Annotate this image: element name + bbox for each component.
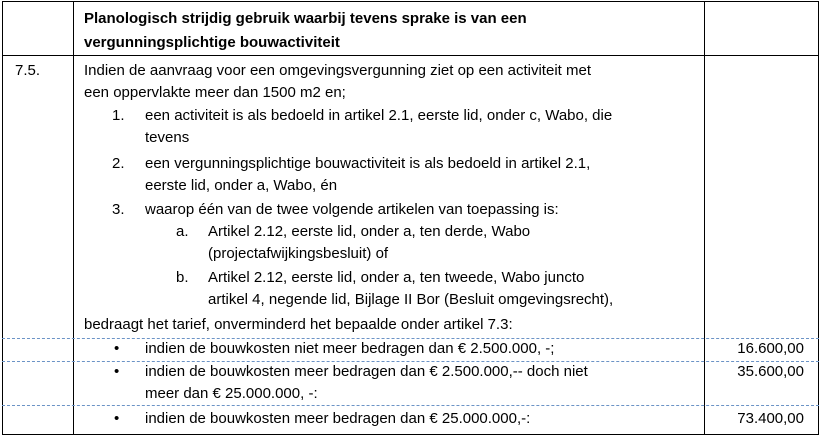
bullet-icon: •: [114, 363, 120, 380]
table-border-right: [818, 1, 819, 435]
list-item-line1: waarop één van de twee volgende artikelen van toepassing is:: [145, 201, 559, 218]
article-closing: bedraagt het tarief, onverminderd het bepaalde onder artikel 7.3:: [84, 316, 513, 333]
sublist-item-line2: (projectafwijkingsbesluit) of: [208, 245, 389, 262]
list-item-line1: een vergunningsplichtige bouwactiviteit is als bedoeld in artikel 2.1,: [145, 155, 591, 172]
table-border-col2: [704, 1, 705, 435]
tariff-amount: 16.600,00: [737, 340, 804, 357]
table-border-header-bottom: [2, 55, 819, 56]
article-intro-line1: Indien de aanvraag voor een omgevingsvergunning ziet op een activiteit met: [84, 62, 591, 79]
list-item-line1: een activiteit is als bedoeld in artikel 2.1, eerste lid, onder c, Wabo, die: [145, 107, 613, 124]
row-divider-3: [2, 405, 819, 406]
table-border-left: [2, 1, 3, 435]
list-item-line2: eerste lid, onder a, Wabo, én: [145, 177, 338, 194]
header-title-line1: Planologisch strijdig gebruik waarbij tevens sprake is van een: [84, 10, 527, 27]
article-number: 7.5.: [15, 62, 41, 79]
header-title-line2: vergunningsplichtige bouwactiviteit: [84, 34, 340, 51]
table-border-top: [2, 1, 819, 2]
article-intro-line2: een oppervlakte meer dan 1500 m2 en;: [84, 84, 346, 101]
list-item-line2: tevens: [145, 129, 190, 146]
tariff-amount: 35.600,00: [737, 363, 804, 380]
table-border-col1: [73, 1, 74, 435]
tariff-description-line2: meer dan € 25.000.000, -:: [145, 385, 318, 402]
table-border-bottom: [2, 434, 819, 435]
tariff-description-line1: indien de bouwkosten meer bedragen dan € 2.500.000,-- doch niet: [145, 363, 588, 380]
list-item-marker: 3.: [112, 201, 125, 218]
sublist-item-line2: artikel 4, negende lid, Bijlage II Bor (Besluit omgevingsrecht),: [208, 291, 614, 308]
tariff-description-line1: indien de bouwkosten niet meer bedragen dan € 2.500.000, -;: [145, 340, 555, 357]
tariff-description-line1: indien de bouwkosten meer bedragen dan € 25.000.000,-:: [145, 410, 531, 427]
bullet-icon: •: [114, 340, 120, 357]
sublist-item-marker: a.: [176, 223, 189, 240]
sublist-item-marker: b.: [176, 269, 189, 286]
sublist-item-line1: Artikel 2.12, eerste lid, onder a, ten derde, Wabo: [208, 223, 531, 240]
sublist-item-line1: Artikel 2.12, eerste lid, onder a, ten tweede, Wabo juncto: [208, 269, 585, 286]
list-item-marker: 1.: [112, 107, 125, 124]
list-item-marker: 2.: [112, 155, 125, 172]
bullet-icon: •: [114, 410, 120, 427]
tariff-amount: 73.400,00: [737, 410, 804, 427]
